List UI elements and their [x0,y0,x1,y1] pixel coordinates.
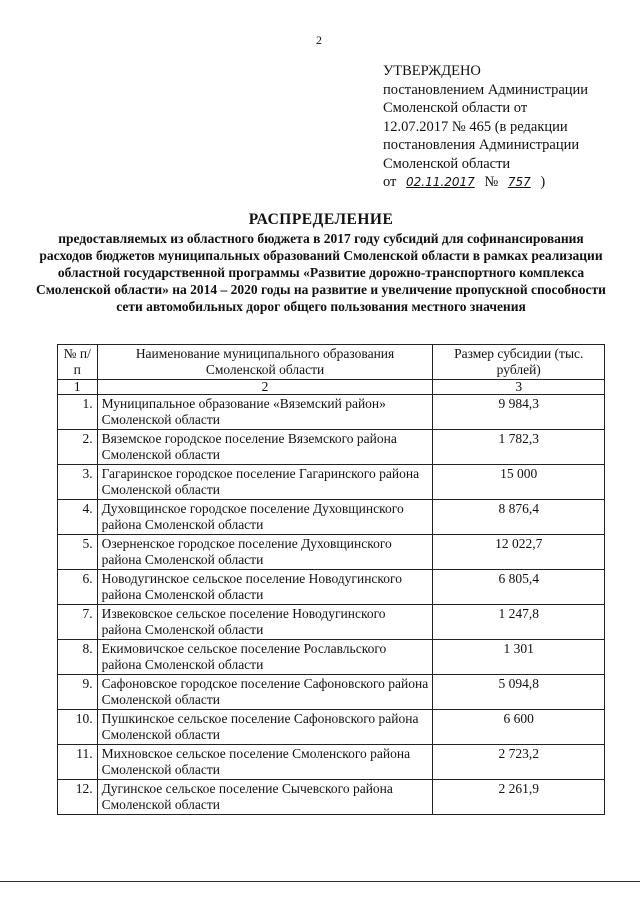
table-row [58,745,605,780]
subsidy-amount: 5 094,8 [433,675,605,710]
municipality-name: Озерненское городское поселение Духовщинского района Смоленской области [97,535,433,570]
row-number: 9. [58,675,98,710]
table-row [58,500,605,535]
from-prefix: от [383,174,397,190]
approval-line: Смоленской области [383,155,511,172]
municipality-name: Михновское сельское поселение Смоленского района Смоленской области [97,745,433,780]
municipality-name: Екимовичское сельское поселение Рославльского района Смоленской области [97,640,433,675]
page-number: 2 [316,33,322,47]
row-number: 6. [58,570,98,605]
municipality-name: Вяземское городское поселение Вяземского района Смоленской области [97,430,433,465]
row-number: 7. [58,605,98,640]
column-index: 1 [58,380,98,395]
row-number: 1. [58,395,98,430]
table-row [58,570,605,605]
approval-heading: УТВЕРЖДЕНО [383,63,481,79]
municipality-name: Гагаринское городское поселение Гагаринского района Смоленской области [97,465,433,500]
table-header-row [58,345,605,380]
approval-line: постановлением Администрации [383,81,589,98]
table-row [58,605,605,640]
subsidy-amount: 8 876,4 [433,500,605,535]
subsidy-amount: 1 782,3 [433,430,605,465]
title-main: РАСПРЕДЕЛЕНИЕ [248,211,394,228]
municipality-name: Духовщинское городское поселение Духовщинского района Смоленской области [97,500,433,535]
table-row [58,675,605,710]
approval-line: постановления Администрации [383,137,580,153]
column-index: 3 [433,380,605,395]
handwritten-number: 757 [507,175,531,189]
subsidies-table [57,344,605,815]
municipality-name: Извековское сельское поселение Новодугинского района Смоленской области [97,605,433,640]
row-number: 12. [58,780,98,815]
table-row [58,710,605,745]
subsidy-amount: 6 805,4 [433,570,605,605]
subsidy-amount: 1 301 [433,640,605,675]
row-number: 5. [58,535,98,570]
table-row [58,430,605,465]
approval-line: 12.07.2017 № 465 (в редакции [383,118,568,135]
column-index: 2 [97,380,433,395]
municipality-name: Дугинское сельское поселение Сычевского района Смоленской области [97,780,433,815]
bottom-divider [0,881,640,882]
row-number: 4. [58,500,98,535]
municipality-name: Пушкинское сельское поселение Сафоновского района Смоленской области [97,710,433,745]
subsidy-amount: 1 247,8 [433,605,605,640]
subsidy-amount: 9 984,3 [433,395,605,430]
municipality-name: Муниципальное образование «Вяземский район» Смоленской области [97,395,433,430]
header-num: № п/п [58,345,98,380]
subsidy-amount: 2 261,9 [433,780,605,815]
approval-line: Смоленской области от [383,100,528,116]
title-subtitle: предоставляемых из областного бюджета в 2017 году субсидий для софинансирования расходов бюджетов муниципальных образований Смоленской области в рамках реализации областной государственной программы «Развитие дорожно-транспортного комплекса Смоленской области» на 2014 – 2020 годы на развитие и увеличение пропускной способности сети автомобильных дорог общего пользования местного значения [36,231,606,314]
subsidy-amount: 2 723,2 [433,745,605,780]
column-index-row [58,380,605,395]
table-row [58,465,605,500]
subsidy-amount: 15 000 [433,465,605,500]
table-row [58,780,605,815]
approval-block [383,62,628,192]
row-number: 8. [58,640,98,675]
table-row [58,535,605,570]
table-row [58,640,605,675]
number-sign: № [484,174,499,190]
header-amount: Размер субсидии (тыс. рублей) [433,345,605,380]
table-row [58,395,605,430]
row-number: 10. [58,710,98,745]
row-number: 2. [58,430,98,465]
closing-paren: ) [540,174,546,190]
header-name: Наименование муниципального образования Смоленской области [97,345,433,380]
municipality-name: Сафоновское городское поселение Сафоновского района Смоленской области [97,675,433,710]
document-title [30,210,612,315]
subsidy-amount: 6 600 [433,710,605,745]
approval-date-line [383,173,628,192]
row-number: 3. [58,465,98,500]
row-number: 11. [58,745,98,780]
handwritten-date: 02.11.2017 [406,175,475,189]
municipality-name: Новодугинское сельское поселение Новодугинского района Смоленской области [97,570,433,605]
subsidy-amount: 12 022,7 [433,535,605,570]
